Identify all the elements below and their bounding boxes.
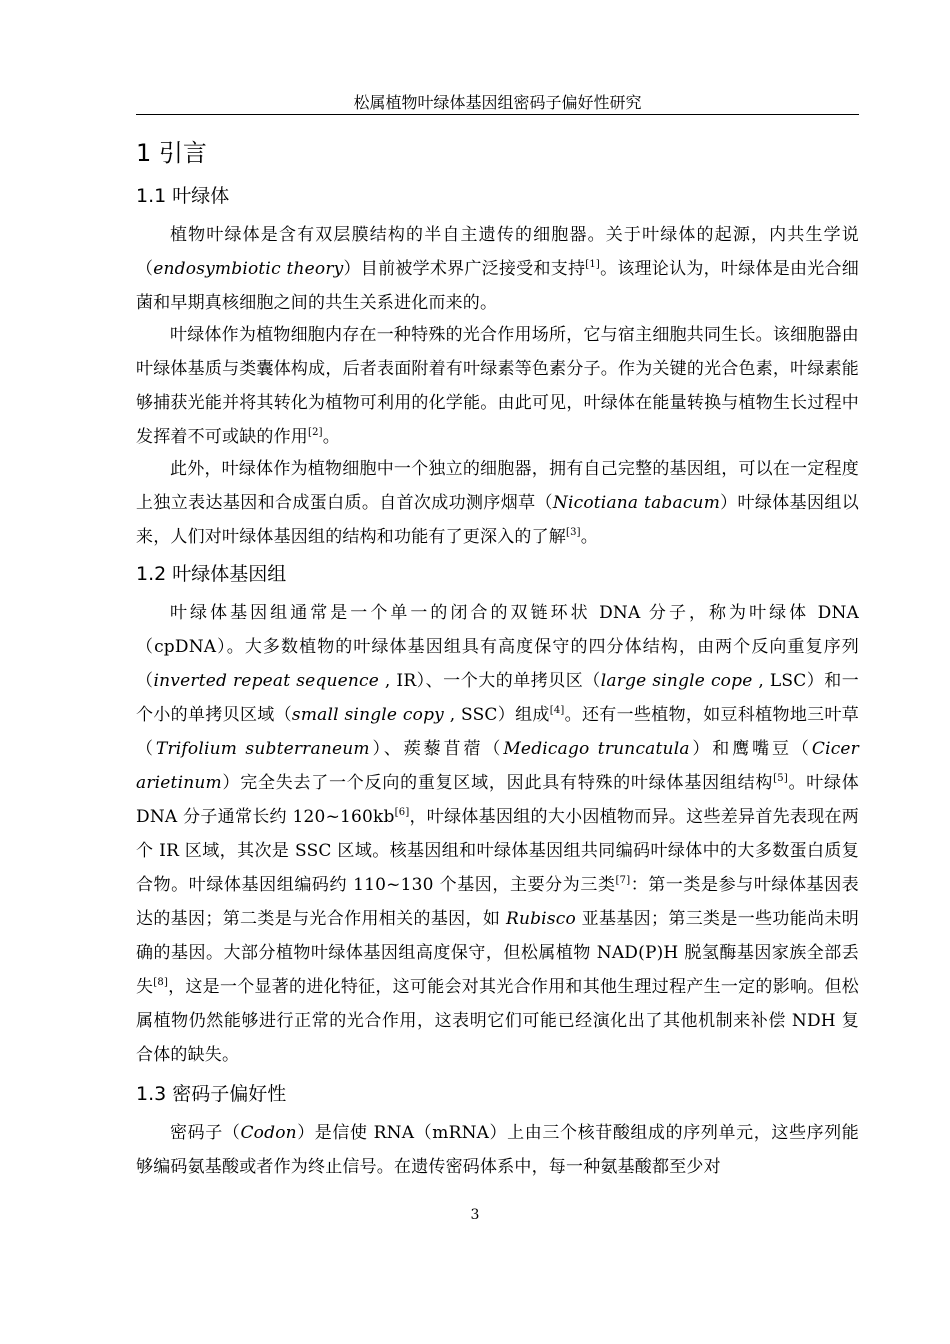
paragraph: 叶绿体基因组通常是一个单一的闭合的双链环状 DNA 分子，称为叶绿体 DNA（cpDNA）。大多数植物的叶绿体基因组具有高度保守的四分体结构，由两个反向重复序列（inverted repeat sequence , IR）、一个大的单拷贝区（large single cope , LSC）和一个小的单拷贝区域（small single copy , SSC）组成[4]。还有一些植物，如豆科植物地三叶草（Trifolium subterraneum）、蒺藜苜蓿（Medicago truncatula）和鹰嘴豆（Cicer arietinum）完全失去了一个反向的重复区域，因此具有特殊的叶绿体基因组结构[5]。叶绿体 DNA 分子通常长约 120~160kb[6]，叶绿体基因组的大小因植物而异。这些差异首先表现在两个 IR 区域，其次是 SSC 区域。核基因组和叶绿体基因组共同编码叶绿体中的大多数蛋白质复合物。叶绿体基因组编码约 110~130 个基因，主要分为三类[7]：第一类是参与叶绿体基因表达的基因；第二类是与光合作用相关的基因，如 Rubisco 亚基基因；第三类是一些功能尚未明确的基因。大部分植物叶绿体基因组高度保守，但松属植物 NAD(P)H 脱氢酶基因家族全部丢失[8]，这是一个显著的进化特征，这可能会对其光合作用和其他生理过程产生一定的影响。但松属植物仍然能够进行正常的光合作用，这表明它们可能已经演化出了其他机制来补偿 NDH 复合体的缺失。 <box>136 603 860 1065</box>
page-number: 3 <box>470 1207 480 1223</box>
paragraph: 叶绿体作为植物细胞内存在一种特殊的光合作用场所，它与宿主细胞共同生长。该细胞器由叶绿体基质与类囊体构成，后者表面附着有叶绿素等色素分子。作为关键的光合色素，叶绿素能够捕获光能并将其转化为植物可利用的化学能。由此可见，叶绿体在能量转换与植物生长过程中发挥着不可或缺的作用[2]。 <box>136 325 859 447</box>
section-heading-1-2: 1.2 叶绿体基因组 <box>136 563 287 585</box>
chapter-heading: 1 引言 <box>136 139 207 167</box>
paragraph: 此外，叶绿体作为植物细胞中一个独立的细胞器，拥有自己完整的基因组，可以在一定程度上独立表达基因和合成蛋白质。自首次成功测序烟草（Nicotiana tabacum）叶绿体基因组以来，人们对叶绿体基因组的结构和功能有了更深入的了解[3]。 <box>136 459 859 547</box>
paragraph: 密码子（Codon）是信使 RNA（mRNA）上由三个核苷酸组成的序列单元，这些序列能够编码氨基酸或者作为终止信号。在遗传密码体系中，每一种氨基酸都至少对 <box>136 1123 859 1177</box>
running-header: 松属植物叶绿体基因组密码子偏好性研究 <box>353 93 642 112</box>
section-heading-1-1: 1.1 叶绿体 <box>136 185 230 207</box>
section-heading-1-3: 1.3 密码子偏好性 <box>136 1083 287 1105</box>
header-rule <box>136 114 859 115</box>
paragraph: 植物叶绿体是含有双层膜结构的半自主遗传的细胞器。关于叶绿体的起源，内共生学说（endosymbiotic theory）目前被学术界广泛接受和支持[1]。该理论认为，叶绿体是由光合细菌和早期真核细胞之间的共生关系进化而来的。 <box>136 225 859 313</box>
